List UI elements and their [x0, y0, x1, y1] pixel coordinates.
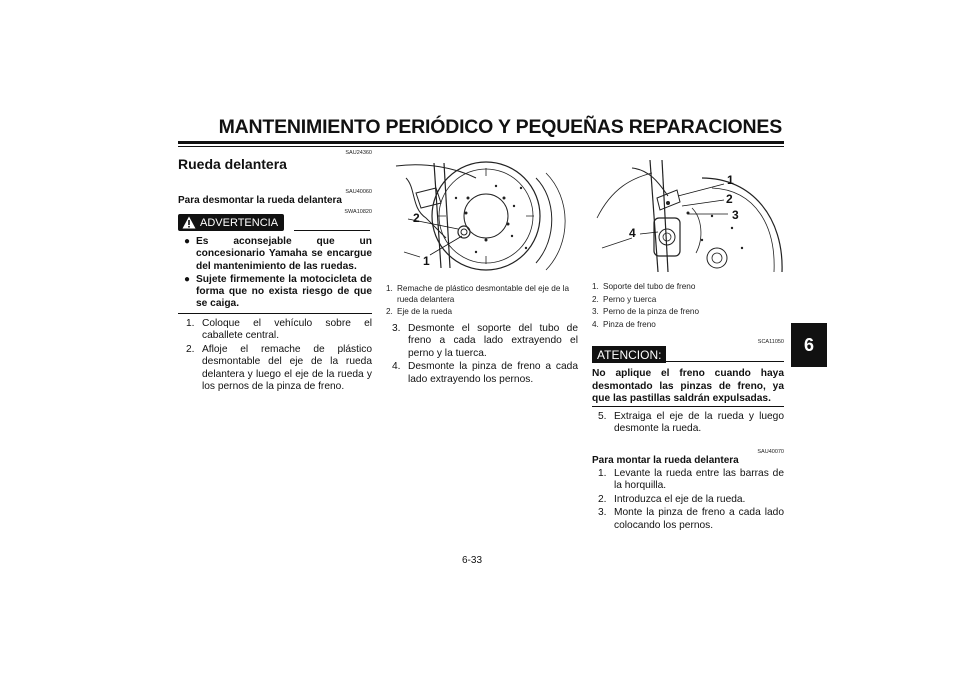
warning-triangle-icon	[182, 216, 196, 229]
warning-bullet-text: Es aconsejable que un concesionario Yamaha se encargue del mantenimiento de las ruedas.	[196, 236, 372, 272]
removal-steps-middle	[392, 323, 578, 387]
step-text: Extraiga el eje de la rueda y luego desmonte la rueda.	[614, 411, 784, 435]
caption-text: Remache de plástico desmontable del eje de la rueda delantera	[397, 284, 570, 304]
step-text: Afloje el remache de plástico desmontable del eje de la rueda delantera y luego el eje de la rueda y los pernos de la pinza de freno.	[202, 343, 372, 393]
caption-text: Pinza de freno	[603, 319, 656, 329]
figure-callout: 2	[413, 211, 420, 225]
step-item	[392, 361, 578, 386]
caption-number: 1.	[592, 282, 599, 291]
caption-item	[386, 284, 580, 305]
step-number: 2.	[598, 493, 607, 505]
caption-number: 3.	[592, 307, 599, 316]
subsection-title: Para desmontar la rueda delantera	[178, 195, 342, 206]
step-text: Desmonte el soporte del tubo de freno a cada lado extrayendo el perno y la tuerca.	[408, 323, 578, 359]
warning-badge	[178, 214, 284, 231]
section-title: Rueda delantera	[178, 156, 287, 172]
warning-label: ADVERTENCIA	[200, 216, 279, 229]
step-item	[186, 344, 372, 394]
step-item	[598, 507, 784, 532]
caption-item	[592, 307, 784, 318]
removal-steps-right	[598, 411, 784, 437]
step-text: Desmonte la pinza de freno a cada lado extrayendo los pernos.	[408, 361, 578, 385]
caution-rule	[664, 361, 784, 362]
step-number: 3.	[598, 507, 607, 519]
warning-code: SWA10820	[344, 209, 372, 215]
figure-callout: 3	[732, 208, 739, 222]
caption-number: 2.	[592, 294, 599, 304]
step-item	[598, 411, 784, 436]
header-rule-thick	[178, 141, 784, 144]
removal-steps-left	[186, 318, 372, 394]
caution-end-rule	[592, 406, 784, 407]
front-wheel-axle-figure	[386, 158, 580, 274]
step-number: 3.	[392, 323, 401, 334]
step-item	[186, 318, 372, 343]
caption-item	[592, 295, 784, 306]
step-number: 1.	[598, 468, 607, 479]
figure-callout: 2	[726, 192, 733, 206]
caption-text: Eje de la rueda	[397, 307, 453, 316]
step-text: Monte la pinza de freno a cada lado colocando los pernos.	[614, 507, 784, 531]
mount-steps	[598, 468, 784, 533]
caption-item	[592, 282, 784, 293]
figure-captions-middle	[386, 284, 580, 320]
figure-captions-right	[592, 282, 784, 332]
section-code: SAU24360	[345, 150, 372, 156]
caption-item	[386, 307, 580, 318]
step-text: Introduzca el eje de la rueda.	[614, 493, 746, 505]
mount-code: SAU40070	[757, 449, 784, 455]
chapter-tab: 6	[791, 323, 827, 367]
figure-callout: 1	[727, 173, 734, 187]
step-text: Levante la rueda entre las barras de la horquilla.	[614, 468, 784, 492]
caution-code: SCA11050	[757, 339, 784, 345]
figure-callout: 1	[423, 254, 430, 268]
warning-bullet	[184, 236, 372, 273]
caption-text: Soporte del tubo de freno	[603, 282, 696, 291]
warning-bullets	[184, 236, 372, 312]
bullet-dot-icon: ●	[184, 273, 191, 285]
caption-number: 2.	[386, 307, 393, 316]
subsection-code: SAU40060	[345, 189, 372, 195]
step-number: 1.	[186, 318, 195, 329]
page-number: 6-33	[462, 555, 483, 566]
caption-number: 4.	[592, 319, 599, 329]
warning-bullet	[184, 274, 372, 311]
step-number: 2.	[186, 343, 195, 355]
caption-number: 1.	[386, 284, 393, 293]
caution-text: No aplique el freno cuando haya desmontado las pinzas de freno, ya que las pastillas saldrán expulsadas.	[592, 368, 784, 404]
caption-text: Perno de la pinza de freno	[603, 307, 700, 316]
warning-rule	[294, 230, 370, 231]
page-header-title: MANTENIMIENTO PERIÓDICO Y PEQUEÑAS REPARACIONES	[218, 116, 782, 138]
caliper-illustration	[592, 158, 784, 274]
step-item	[598, 494, 784, 506]
caution-badge: ATENCION:	[592, 346, 666, 363]
warning-bullet-text: Sujete firmemente la motocicleta de forma que no exista riesgo de que se caiga.	[196, 273, 372, 310]
warning-end-rule	[178, 313, 372, 314]
caption-text: Perno y tuerca	[603, 294, 657, 304]
brake-caliper-figure	[592, 158, 784, 274]
caption-item	[592, 320, 784, 331]
step-item	[392, 323, 578, 360]
step-item	[598, 468, 784, 493]
mount-title: Para montar la rueda delantera	[592, 455, 739, 466]
step-number: 4.	[392, 361, 401, 373]
figure-callout: 4	[629, 226, 636, 240]
header-rule-thin	[178, 146, 784, 147]
step-number: 5.	[598, 411, 607, 422]
step-text: Coloque el vehículo sobre el caballete central.	[202, 318, 372, 342]
bullet-dot-icon: ●	[184, 236, 191, 247]
